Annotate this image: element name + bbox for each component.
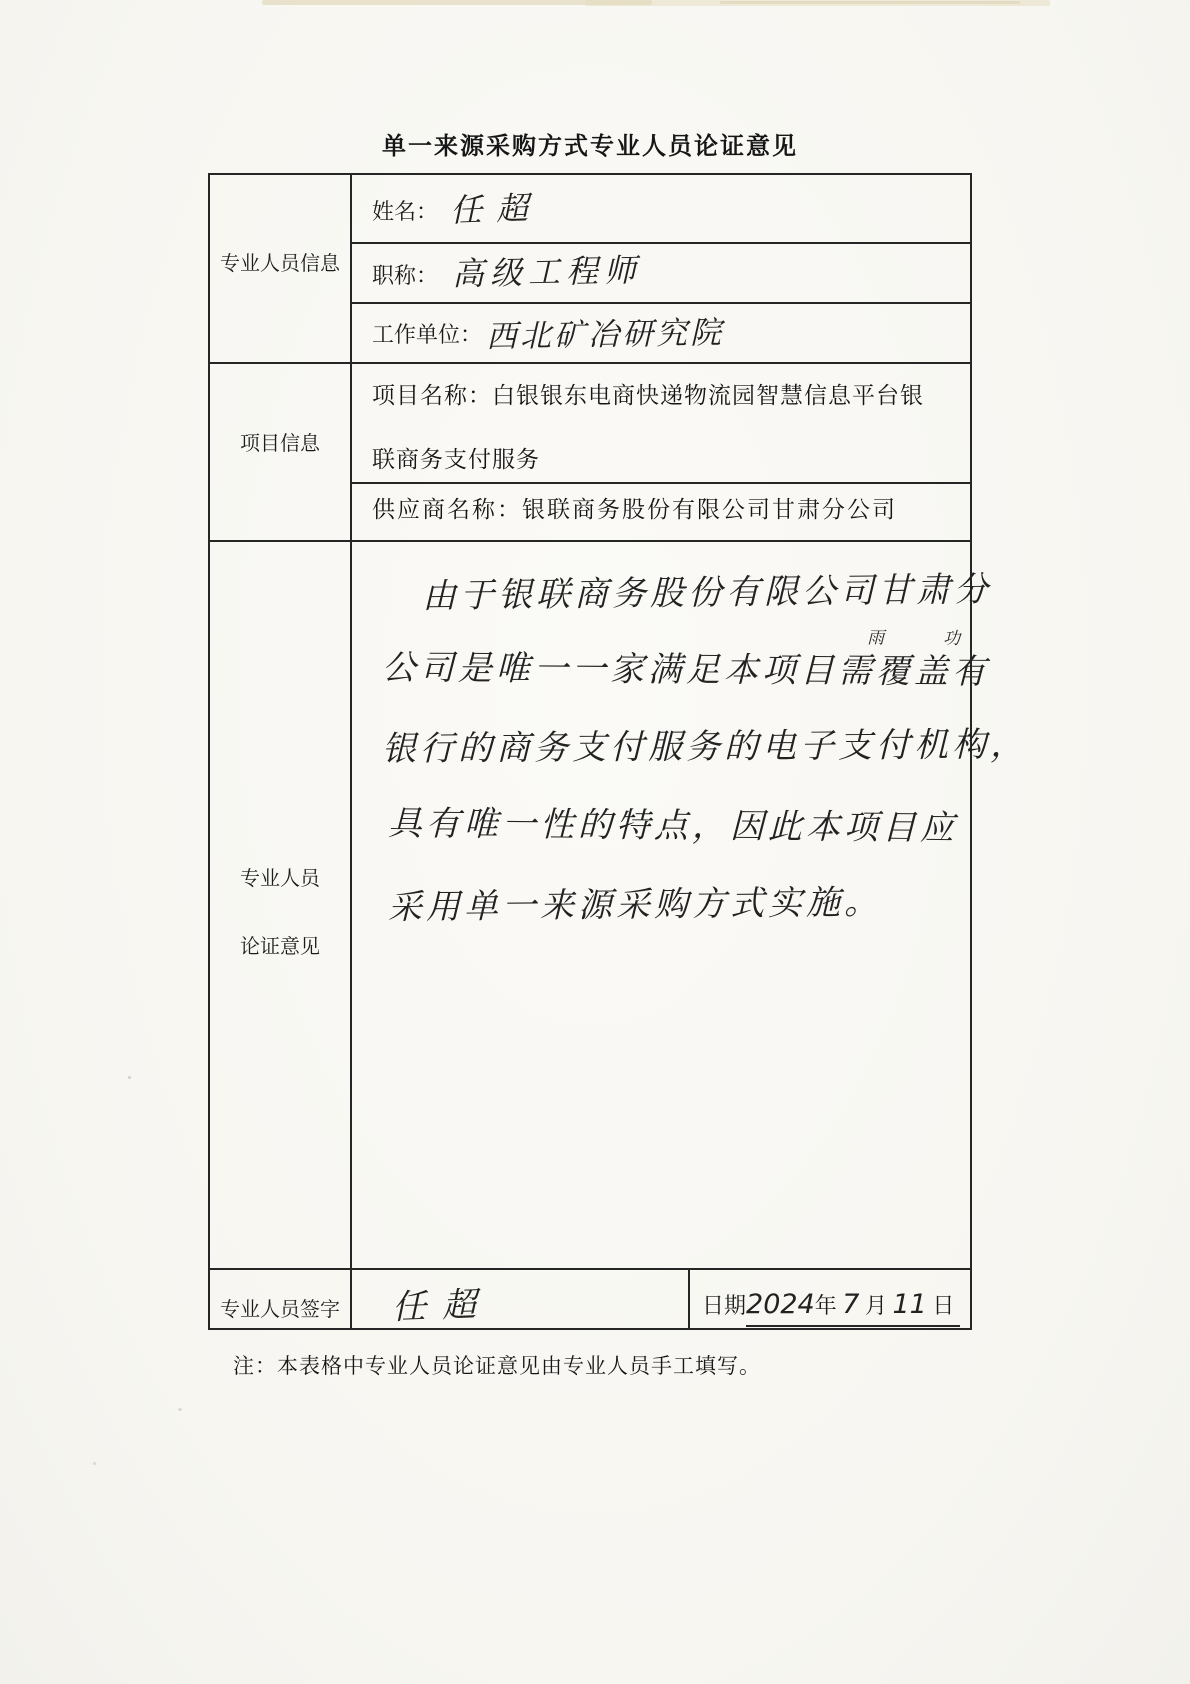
date-year-handwritten: 2024 — [746, 1289, 815, 1320]
date-day-unit: 日 — [932, 1293, 955, 1318]
opinion-handwritten-line5: 采用单一来源采购方式实施。 — [387, 882, 883, 928]
date-day-handwritten: 11 — [892, 1289, 927, 1320]
section-divider-opinion-signature — [210, 1268, 970, 1270]
date-month-unit: 月 — [864, 1293, 887, 1318]
opinion-section-label-line2: 论证意见 — [240, 936, 320, 958]
row-divider-name-title — [350, 242, 970, 244]
workunit-label: 工作单位： — [372, 322, 483, 347]
correction-mark: 功 — [943, 628, 961, 649]
project-name-line1: 项目名称：白银银东电商快递物流园智慧信息平台银 — [372, 383, 924, 408]
date-cell — [702, 1289, 960, 1327]
signature-date-divider — [688, 1268, 690, 1328]
opinion-handwritten-line2 — [381, 628, 991, 693]
row-divider-project-supplier — [350, 482, 970, 484]
opinion-line2-segment: 公司是唯一一家满足本项目 — [381, 647, 839, 692]
signature-label: 专业人员签字 — [220, 1299, 340, 1321]
name-label: 姓名： — [372, 199, 439, 224]
title-handwritten-value: 高级工程师 — [451, 251, 643, 293]
date-value-underlined — [746, 1289, 960, 1327]
section-divider-project-opinion — [210, 540, 970, 542]
personnel-section-label: 专业人员信息 — [220, 253, 340, 275]
scan-speck — [93, 1462, 96, 1465]
supplier-line: 供应商名称：银联商务股份有限公司甘肃分公司 — [372, 497, 897, 522]
correction-mark: 雨 — [867, 628, 885, 649]
footnote: 注：本表格中专业人员论证意见由专业人员手工填写。 — [233, 1354, 761, 1378]
opinion-handwritten-line1: 由于银联商务股份有限公司甘肃分 — [421, 569, 993, 617]
table-vertical-divider — [350, 175, 352, 1328]
project-name-line2: 联商务支付服务 — [372, 447, 540, 472]
date-month-handwritten: 7 — [842, 1289, 860, 1320]
signature-handwritten-value: 任超 — [391, 1284, 493, 1328]
opinion-line2-segment: 有 — [951, 651, 991, 693]
project-section-label: 项目信息 — [240, 433, 320, 455]
scan-speck — [178, 1408, 182, 1411]
opinion-line2-corrected-char: 需 雨 — [838, 643, 876, 692]
title-label: 职称： — [372, 263, 439, 288]
row-divider-title-unit — [350, 302, 970, 304]
date-year-unit: 年 — [814, 1293, 837, 1318]
workunit-handwritten-value: 西北矿冶研究院 — [485, 314, 725, 356]
document-title: 单一来源采购方式专业人员论证意见 — [382, 134, 798, 160]
scan-artifact-strip — [720, 1, 1020, 4]
section-divider-personnel-project — [210, 362, 970, 364]
opinion-handwritten-line3: 银行的商务支付服务的电子支付机构， — [381, 724, 1029, 770]
opinion-section-label-line1: 专业人员 — [240, 868, 320, 890]
name-handwritten-value: 任超 — [449, 188, 543, 230]
scan-speck — [128, 1076, 131, 1079]
date-prefix-label: 日期 — [702, 1293, 747, 1318]
opinion-line2-segment: 覆 — [875, 651, 915, 692]
opinion-line2-corrected-char: 盖 功 — [914, 644, 952, 693]
form-table — [208, 173, 1029, 1330]
opinion-handwritten-line4: 具有唯一性的特点，因此本项目应 — [387, 803, 959, 849]
